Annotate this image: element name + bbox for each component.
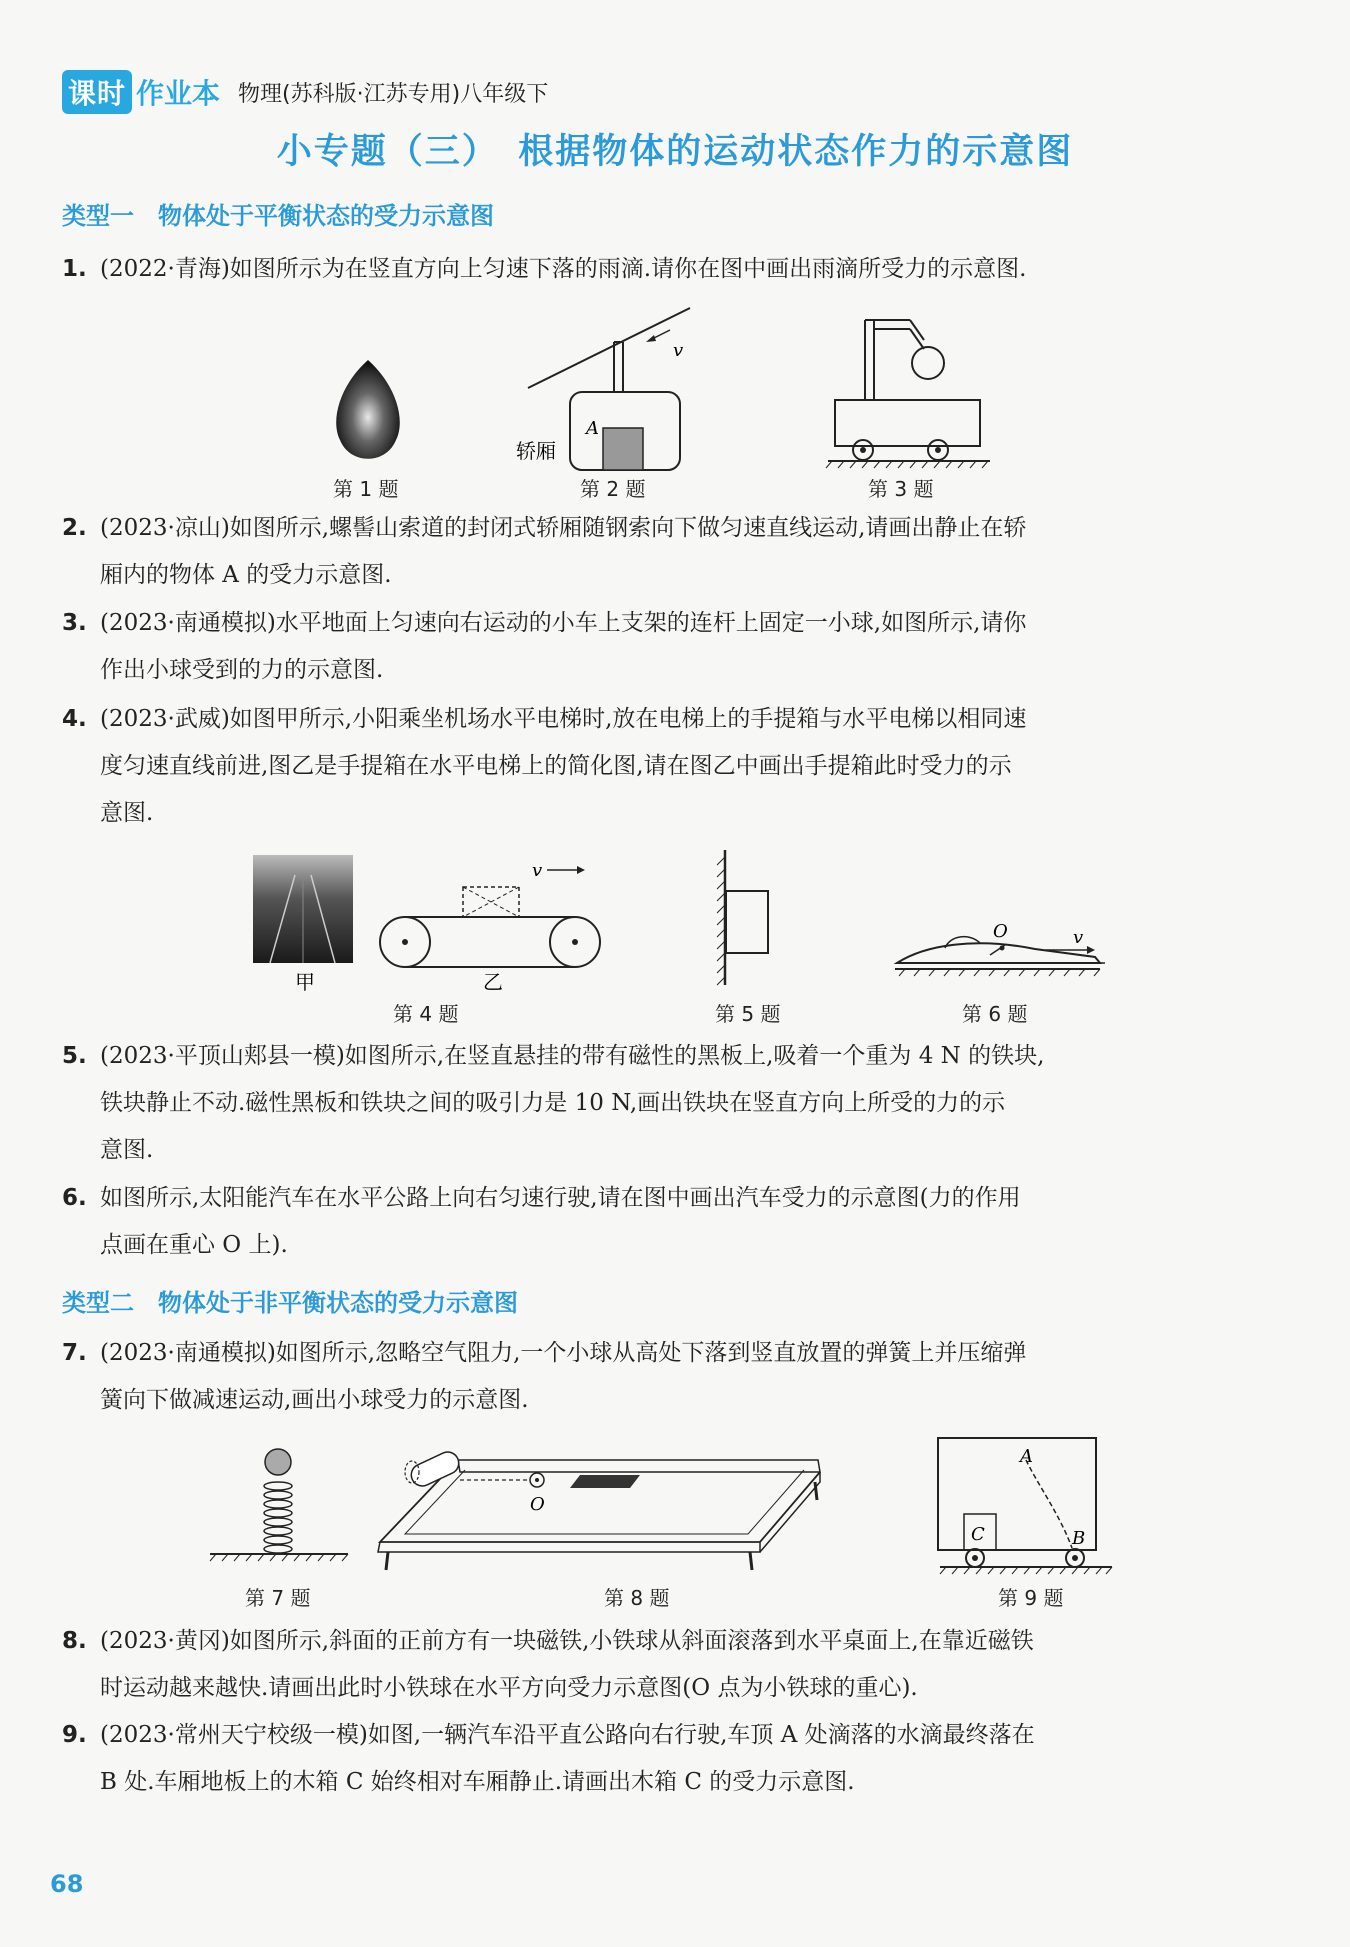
- figures-row-2: [245, 845, 1125, 1005]
- question-text-cont: 厢内的物体 A 的受力示意图.: [100, 562, 392, 588]
- question-text: (2023·南通模拟)水平地面上匀速向右运动的小车上支架的连杆上固定一小球,如图所示,请你: [100, 610, 1027, 636]
- question-text: (2023·武威)如图甲所示,小阳乘坐机场水平电梯时,放在电梯上的手提箱与水平电梯以相同速: [100, 706, 1027, 732]
- label-v: v: [532, 860, 543, 881]
- conveyor-belt: [380, 866, 600, 967]
- escalator-photo: [253, 855, 353, 963]
- label-jia: 甲: [295, 970, 315, 994]
- question-text: (2023·平顶山郏县一模)如图所示,在竖直悬挂的带有磁性的黑板上,吸着一个重为 4 N 的铁块,: [100, 1043, 1045, 1069]
- question-text-cont: 意图.: [100, 1137, 154, 1163]
- question-text: (2023·南通模拟)如图所示,忽略空气阻力,一个小球从高处下落到竖直放置的弹簧上并压缩弹: [100, 1340, 1027, 1366]
- question-number: 4.: [62, 706, 87, 732]
- figures-row-1: [320, 300, 1000, 500]
- header: [62, 70, 548, 114]
- logo-text: 作业本: [136, 77, 221, 110]
- question-1: [62, 246, 1252, 293]
- label-a: A: [1020, 1446, 1033, 1467]
- question-text-cont: 时运动越来越快.请画出此时小铁球在水平方向受力示意图(O 点为小铁球的重心).: [100, 1675, 918, 1701]
- label-yi: 乙: [483, 970, 503, 994]
- subject-line: 物理(苏科版·江苏专用)八年级下: [238, 81, 549, 107]
- raindrop: [336, 360, 400, 459]
- question-number: 7.: [62, 1340, 87, 1366]
- question-number: 5.: [62, 1043, 87, 1069]
- label-o: O: [993, 921, 1008, 942]
- caption-fig3: 第 3 题: [868, 477, 934, 501]
- section-heading-2: 类型二 物体处于非平衡状态的受力示意图: [62, 1289, 518, 1317]
- question-8: [62, 1618, 1252, 1712]
- caption-fig6: 第 6 题: [962, 1002, 1028, 1026]
- question-number: 6.: [62, 1185, 87, 1211]
- question-text-cont: 意图.: [100, 800, 154, 826]
- question-text-cont: 铁块静止不动.磁性黑板和铁块之间的吸引力是 10 N,画出铁块在竖直方向上所受的力的示: [100, 1090, 1006, 1116]
- logo-mark: 课时: [62, 70, 132, 114]
- question-text-cont: B 处.车厢地板上的木箱 C 始终相对车厢静止.请画出木箱 C 的受力示意图.: [100, 1769, 855, 1795]
- caption-fig5: 第 5 题: [715, 1002, 781, 1026]
- label-c: C: [971, 1524, 985, 1545]
- label-b: B: [1072, 1528, 1086, 1549]
- question-text-cont: 簧向下做减速运动,画出小球受力的示意图.: [100, 1387, 529, 1413]
- question-7: [62, 1330, 1252, 1424]
- cart-with-ball: [826, 320, 990, 468]
- caption-fig2: 第 2 题: [580, 477, 646, 501]
- question-text-cont: 度匀速直线前进,图乙是手提箱在水平电梯上的简化图,请在图乙中画出手提箱此时受力的示: [100, 753, 1012, 779]
- caption-fig4: 第 4 题: [393, 1002, 459, 1026]
- label-cabin: 轿厢: [516, 439, 556, 463]
- question-text: (2023·凉山)如图所示,螺髻山索道的封闭式轿厢随钢索向下做匀速直线运动,请画出静止在轿: [100, 515, 1027, 541]
- section-heading-1: 类型一 物体处于平衡状态的受力示意图: [62, 202, 494, 230]
- page-number: 68: [50, 1870, 84, 1898]
- question-number: 8.: [62, 1628, 87, 1654]
- figures-row-3: [200, 1430, 1160, 1580]
- question-text-cont: 点画在重心 O 上).: [100, 1232, 288, 1258]
- label-a: A: [586, 418, 599, 439]
- caption-fig1: 第 1 题: [333, 477, 399, 501]
- label-v: v: [1073, 927, 1084, 948]
- caption-fig7: 第 7 题: [245, 1586, 311, 1610]
- question-4: [62, 696, 1252, 837]
- question-3: [62, 600, 1252, 694]
- question-text-cont: 作出小球受到的力的示意图.: [100, 657, 384, 683]
- page-title: 小专题（三） 根据物体的运动状态作力的示意图: [276, 132, 1074, 172]
- table-with-magnet: [378, 1448, 820, 1570]
- magnetic-blackboard: [717, 850, 768, 985]
- question-number: 2.: [62, 515, 87, 541]
- question-number: 3.: [62, 610, 87, 636]
- caption-fig9: 第 9 题: [998, 1586, 1064, 1610]
- question-text: (2023·黄冈)如图所示,斜面的正前方有一块磁铁,小铁球从斜面滚落到水平桌面上,在靠近磁铁: [100, 1628, 1034, 1654]
- spring-with-ball: [210, 1449, 348, 1561]
- label-v: v: [673, 340, 684, 361]
- label-o: O: [530, 1494, 545, 1515]
- question-2: [62, 505, 1252, 599]
- question-text: 如图所示,太阳能汽车在水平公路上向右匀速行驶,请在图中画出汽车受力的示意图(力的作用: [100, 1185, 1021, 1211]
- question-text: (2023·常州天宁校级一模)如图,一辆汽车沿平直公路向右行驶,车顶 A 处滴落的水滴最终落在: [100, 1722, 1035, 1748]
- question-6: [62, 1175, 1252, 1269]
- caption-fig8: 第 8 题: [604, 1586, 670, 1610]
- question-number: 1.: [62, 256, 87, 282]
- question-number: 9.: [62, 1722, 87, 1748]
- question-9: [62, 1712, 1252, 1806]
- question-text: (2022·青海)如图所示为在竖直方向上匀速下落的雨滴.请你在图中画出雨滴所受力的示意图.: [100, 256, 1027, 282]
- question-5: [62, 1033, 1252, 1174]
